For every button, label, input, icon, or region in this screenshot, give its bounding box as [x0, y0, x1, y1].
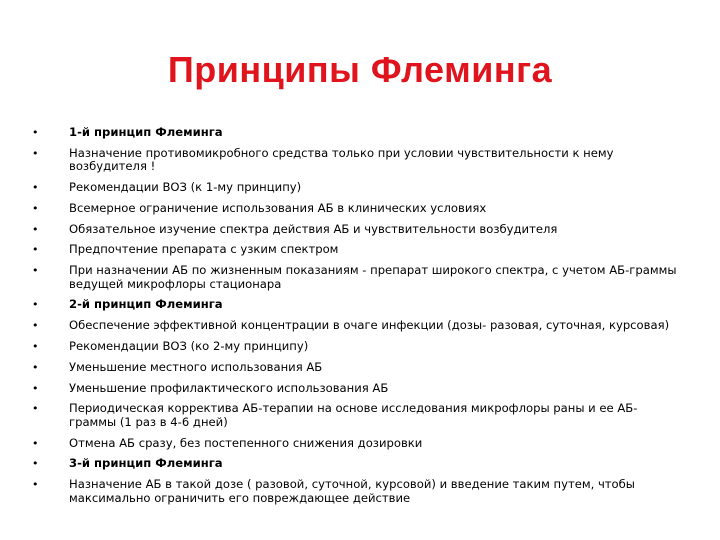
list-item	[32, 126, 682, 139]
list-item-text: Уменьшение профилактического использования АБ	[69, 380, 389, 395]
list-item	[32, 298, 682, 311]
bullet-icon: •	[32, 478, 39, 492]
list-item-text: Уменьшение местного использования АБ	[69, 359, 323, 374]
bullet-list	[32, 126, 682, 512]
list-item	[32, 437, 682, 450]
bullet-icon: •	[32, 319, 39, 333]
bullet-icon: •	[32, 402, 39, 416]
list-item-text: Обязательное изучение спектра действия АБ и чувствительности возбудителя	[69, 221, 558, 236]
bullet-icon: •	[32, 181, 39, 194]
principle-heading: 2-й принцип Флеминга	[69, 297, 223, 312]
list-item	[32, 402, 682, 429]
list-item	[32, 361, 682, 374]
list-item-text: Предпочтение препарата с узким спектром	[69, 242, 339, 257]
list-item-text: Рекомендации ВОЗ (ко 2-му принципу)	[69, 338, 309, 353]
bullet-icon: •	[32, 298, 39, 312]
bullet-icon: •	[32, 243, 39, 257]
list-item	[32, 478, 682, 505]
list-item	[32, 340, 682, 353]
bullet-icon: •	[32, 381, 39, 395]
bullet-icon: •	[32, 457, 39, 471]
bullet-icon: •	[32, 360, 39, 374]
list-item	[32, 243, 682, 256]
list-item	[32, 319, 682, 332]
list-item-text: При назначении АБ по жизненным показаниям - препарат широкого спектра, с учетом АБ-граммы ведущей микрофлоры стационара	[69, 263, 677, 291]
list-item-text: Периодическая корректива АБ-терапии на основе исследования микрофлоры раны и ее АБ-граммы (1 раз в 4-6 дней)	[69, 401, 638, 429]
bullet-icon: •	[32, 146, 39, 160]
bullet-icon: •	[32, 264, 39, 278]
bullet-icon: •	[32, 222, 39, 236]
list-item	[32, 181, 682, 194]
list-item-text: Назначение АБ в такой дозе ( разовой, суточной, курсовой) и введение таким путем, чтобы максимально ограничить его повреждающее действие	[69, 477, 635, 505]
list-item-text: Назначение противомикробного средства только при условии чувствительности к нему возбудителя !	[69, 145, 614, 174]
bullet-icon: •	[32, 436, 39, 450]
bullet-icon: •	[32, 126, 39, 139]
list-item	[32, 223, 682, 236]
list-item-text: Отмена АБ сразу, без постепенного снижения дозировки	[69, 435, 423, 450]
list-item	[32, 264, 682, 291]
list-item	[32, 202, 682, 215]
list-item	[32, 147, 682, 174]
principle-heading: 1-й принцип Флеминга	[69, 125, 223, 139]
principle-heading: 3-й принцип Флеминга	[69, 456, 223, 471]
list-item	[32, 382, 682, 395]
slide-title: Принципы Флеминга	[167, 49, 553, 90]
bullet-icon: •	[32, 201, 39, 215]
list-item-text: Обеспечение эффективной концентрации в очаге инфекции (дозы- разовая, суточная, курсовая)	[69, 318, 670, 333]
bullet-icon: •	[32, 339, 39, 353]
list-item-text: Всемерное ограничение использования АБ в клинических условиях	[69, 200, 487, 215]
list-item-text: Рекомендации ВОЗ (к 1-му принципу)	[69, 180, 302, 194]
list-item	[32, 457, 682, 470]
